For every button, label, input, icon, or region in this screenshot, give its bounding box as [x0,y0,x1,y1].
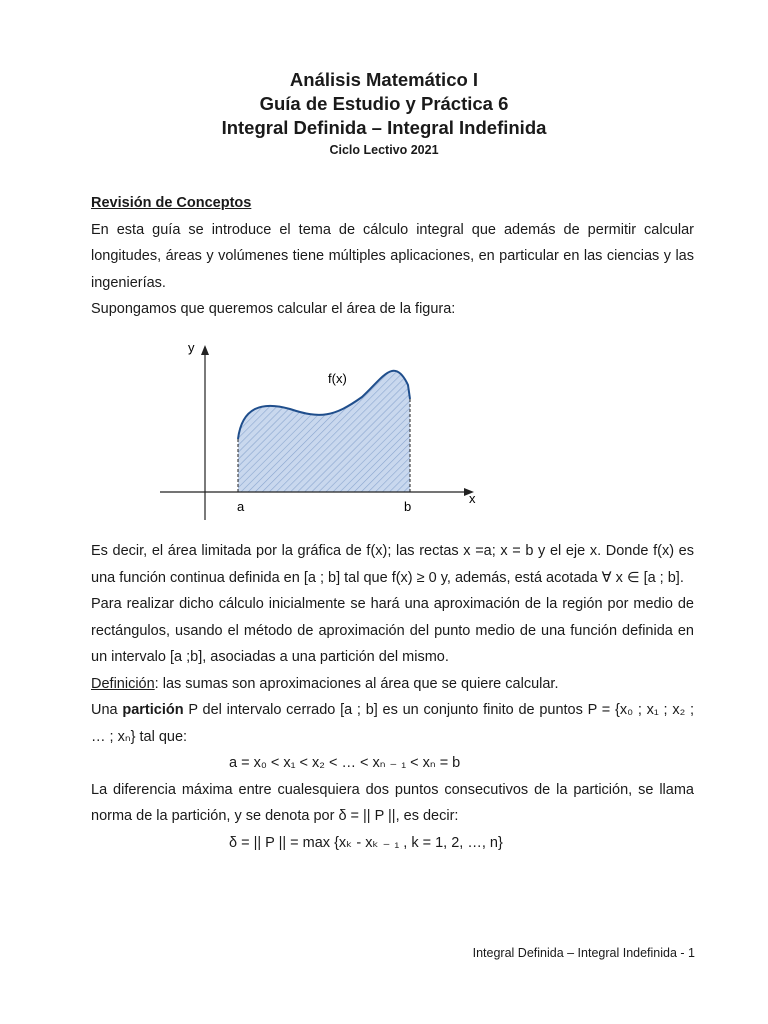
y-axis-arrow [201,345,209,355]
course-title: Análisis Matemático I [289,69,479,90]
partition-pre: Una [91,702,123,718]
area-figure [150,335,490,525]
norm-paragraph: La diferencia máxima entre cualesquiera dos puntos consecutivos de la partición, se llama norma de la partición, y se denota por δ = || P ||, es decir: [91,781,694,824]
cycle-label: Ciclo Lectivo 2021 [329,143,439,157]
definition-label: Definición [91,675,155,692]
approximation-paragraph: Para realizar dicho cálculo inicialmente se hará una aproximación de la región por medio de rectángulos, usando el método de aproximación del punto medio de una función definida en un intervalo [a ;b], asociadas a una partición del mismo. [91,596,694,665]
area-description-paragraph: Es decir, el área limitada por la gráfica de f(x); las rectas x =a; x = b y el eje x. Donde f(x) es una función continua definida en [a ; b] tal que f(x) ≥ 0 y, además, está acotada ∀ x ∈ [a ; b]. [91,543,694,586]
partition-post: P del intervalo cerrado [a ; b] es un conjunto finito de puntos P = {x₀ ; x₁ ; x₂ ; … ; xₙ} tal que: [91,702,694,745]
y-axis-label: y [188,340,195,355]
definition-paragraph [91,671,694,698]
partition-word: partición [122,702,184,718]
page-footer: Integral Definida – Integral Indefinida - 1 [472,946,695,960]
main-section [91,538,694,856]
guide-title: Guía de Estudio y Práctica 6 [259,93,509,114]
a-label: a [237,499,245,514]
topic-title: Integral Definida – Integral Indefinida [221,117,547,138]
partition-paragraph [91,697,694,750]
x-axis-label: x [469,491,476,506]
norm-equation: δ = || P || = max {xₖ - xₖ ₋ ₁ , k = 1, 2, …, n} [229,834,503,851]
intro-section [91,190,694,323]
figure-intro-paragraph: Supongamos que queremos calcular el área de la figura: [91,301,456,317]
b-label: b [404,499,412,514]
shaded-area [238,371,410,492]
definition-text: : las sumas son aproximaciones al área que se quiere calcular. [154,675,559,692]
function-label: f(x) [328,371,347,386]
section-heading: Revisión de Conceptos [91,195,252,211]
intro-paragraph: En esta guía se introduce el tema de cálculo integral que además de permitir calcular longitudes, áreas y volúmenes tiene múltiples aplicaciones, en particular en las ciencias y las ingenierías. [91,221,694,291]
partition-equation: a = x₀ < x₁ < x₂ < … < xₙ ₋ ₁ < xₙ = b [229,755,461,771]
title-block [0,68,768,159]
